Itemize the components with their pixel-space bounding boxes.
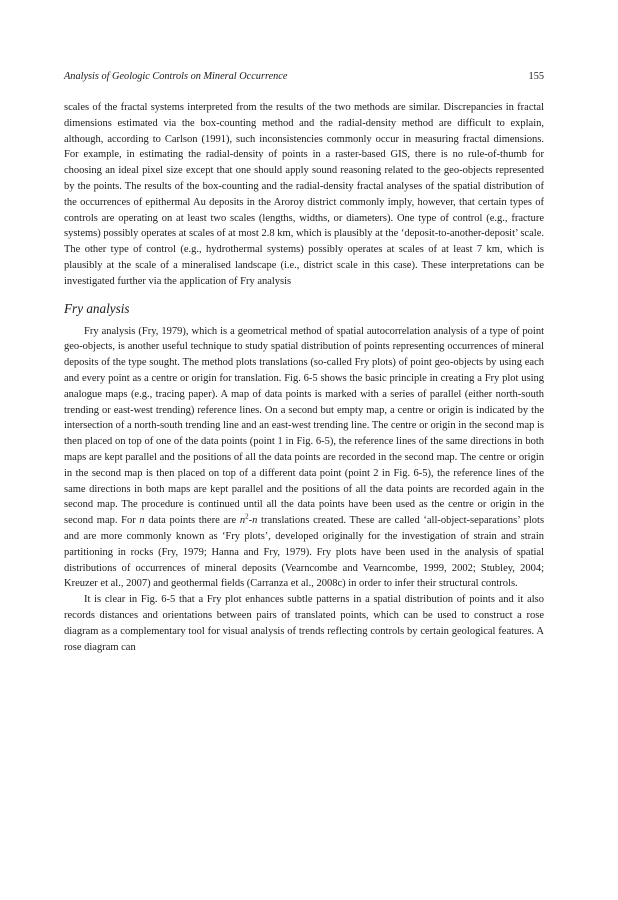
body-text — [64, 100, 544, 655]
paragraph-rose-diagram: It is clear in Fig. 6-5 that a Fry plot enhances subtle patterns in a spatial distribution of points and it also records distances and orientations between pairs of translated points, which can be used to construct a rose diagram as a complementary tool for visual analysis of trends reflecting controls by certain geological features. A rose diagram can — [64, 594, 544, 653]
running-header — [64, 70, 544, 84]
expression-minus-n: -n — [248, 515, 258, 527]
paragraph-fry-method — [64, 324, 544, 593]
paragraph-continuation: scales of the fractal systems interpreted from the results of the two methods are similar. Discrepancies in fractal dimensions estimated via the box-counting method and the radial-density method are difficult to explain, although, according to Carlson (1991), such inconsistencies commonly occur in measuring fractal dimensions. For example, in estimating the radial-density of points in a raster-based GIS, there is no rule-of-thumb for choosing an ideal pixel size except that one should apply sound reasoning related to the geo-objects represented by the points. The results of the box-counting and the radial-density fractal analyses of the spatial distribution of the occurrences of epithermal Au deposits in the Aroroy district commonly imply, however, that certain types of controls are operating on at least two scales (lengths, widths, or diameters). One type of control (e.g., fracture systems) possibly operates at scales of at most 2.8 km, which is plausibly at the ‘deposit-to-another-deposit’ scale. The other type of control (e.g., hydrothermal systems) possibly operates at scales of at least 7 km, which is plausibly at the scale of a mineralised landscape (i.e., district scale in this case). These interpretations can be investigated further via the application of Fry analysis — [64, 102, 544, 287]
expression-superscript: 2 — [245, 512, 249, 521]
paragraph-fry-method-text-c: translations created. These are called ‘all-object-separations’ plots and are more commonly known as ‘Fry plots’, developed originally for the investigation of strain and strain partitioning in rocks (Fry, 1979; Hanna and Fry, 1979). Fry plots have been used in the analysis of spatial distributions of occurrences of mineral deposits (Vearncombe and Vearncombe, 1999, 2002; Stubley, 2004; Kreuzer et al., 2007) and geothermal fields (Carranza et al., 2008c) in order to infer their structural controls. — [64, 515, 545, 590]
variable-n: n — [139, 515, 145, 527]
document-page — [64, 70, 544, 655]
paragraph-fry-method-text-a: Fry analysis (Fry, 1979), which is a geometrical method of spatial autocorrelation analysis of a type of point geo-objects, is another useful technique to study spatial distribution of points representing occurrences of mineral deposits of the type sought. The method plots translations (so-called Fry plots) of point geo-objects by using each and every point as a centre or origin for translation. Fig. 6-5 shows the basic principle in creating a Fry plot using analogue maps (e.g., tracing paper). A map of data points is marked with a series of parallel (either north-south trending or east-west trending) reference lines. On a second but empty map, a centre or origin is indicated by the intersection of a north-south trending line and an east-west trending line. The centre or origin in the second map is then placed on top of one of the data points (point 1 in Fig. 6-5), the reference lines of the same directions in both maps are kept parallel and the positions of all the data points are recorded in the second map. The centre or origin in the second map is then placed on top of a different data point (point 2 in Fig. 6-5), the reference lines of the same directions in both maps are kept parallel and the positions of all the data points are recorded again in the second map. The procedure is continued until all the data points have been used as the centre or origin in the second map. For — [64, 325, 544, 527]
running-title: Analysis of Geologic Controls on Mineral Occurrence — [64, 71, 288, 82]
paragraph-fry-method-text-b: data points there are — [148, 515, 237, 527]
expression-n: n — [239, 515, 246, 527]
page-number: 155 — [528, 71, 544, 82]
section-heading-fry-analysis: Fry analysis — [64, 300, 130, 316]
